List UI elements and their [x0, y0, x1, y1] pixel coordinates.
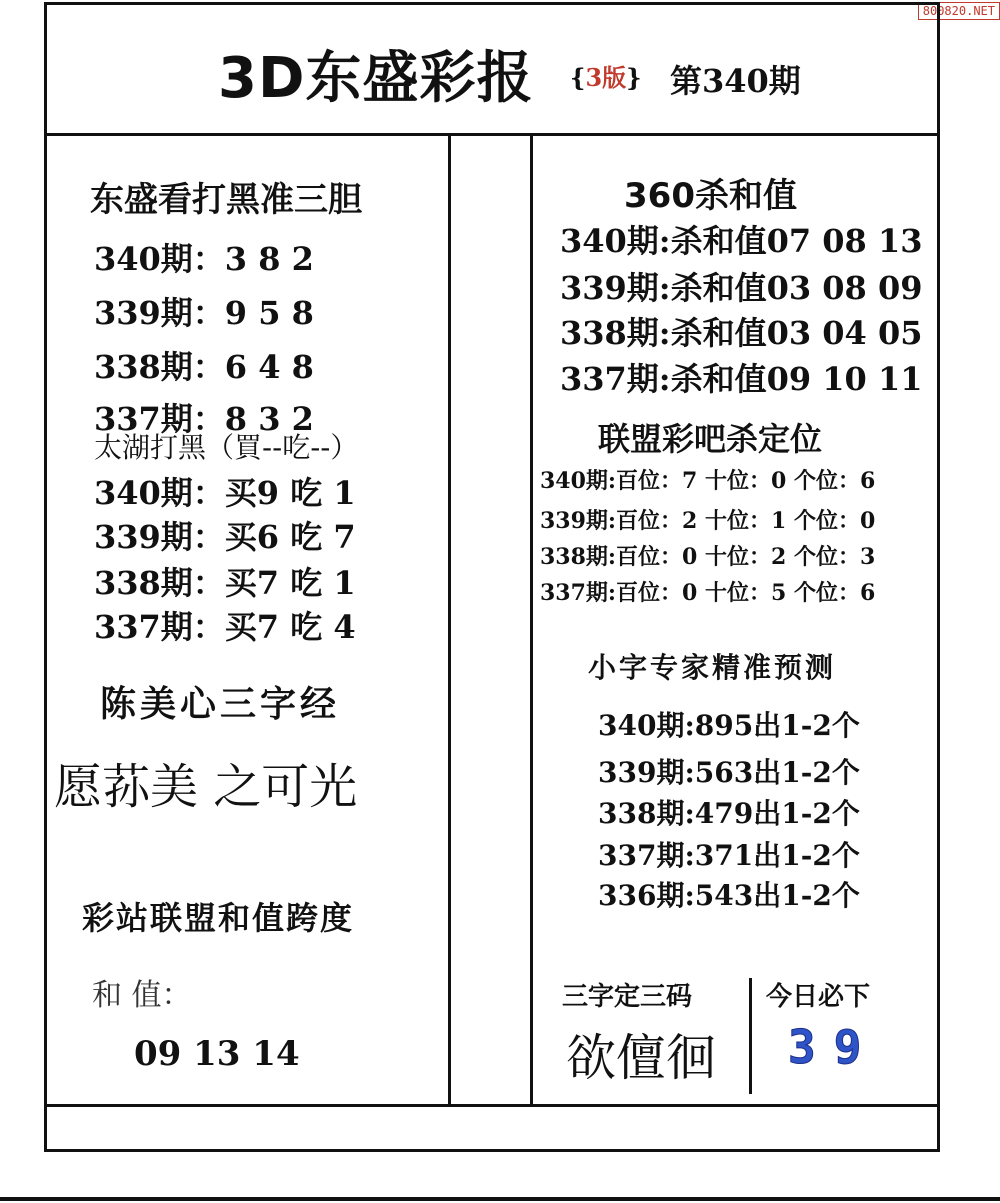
sanzi-title: 三字定三码 — [562, 982, 693, 1012]
column-divider-left — [448, 136, 451, 1104]
lianmeng-row: 337期:百位：0 十位：5 个位：6 — [540, 580, 876, 606]
lianmeng-row: 339期:百位：2 十位：1 个位：0 — [540, 508, 876, 534]
watermark: 800820.NET — [918, 2, 1000, 20]
taihu-title: 太湖打黑（買--吃--） — [94, 431, 359, 464]
edition-label — [570, 58, 642, 93]
taihu-row: 340期：买9 吃 1 — [94, 474, 356, 512]
edition-brace-left: { — [570, 63, 586, 92]
column-divider-right — [530, 136, 533, 1104]
today-numbers: 39 — [788, 1020, 880, 1074]
kill360-row: 338期:杀和值03 04 05 — [560, 314, 923, 352]
dongsheng-row: 338期：6 4 8 — [94, 348, 314, 386]
kill360-row: 340期:杀和值07 08 13 — [560, 222, 923, 260]
chen-verse: 愿荪美 之可光 — [54, 759, 358, 815]
lianmeng-row: 338期:百位：0 十位：2 个位：3 — [540, 544, 876, 570]
footer-divider — [44, 1104, 940, 1107]
lianmeng-title: 联盟彩吧杀定位 — [598, 420, 823, 458]
lianmeng-row: 340期:百位：7 十位：0 个位：6 — [540, 468, 876, 494]
edition-brace-right: } — [626, 63, 642, 92]
edition-number: 3版 — [585, 63, 627, 92]
page-title: 3D东盛彩报 — [218, 46, 534, 111]
sanzi-characters: 欲儃徊 — [566, 1029, 716, 1087]
today-title: 今日必下 — [766, 982, 871, 1012]
taihu-row: 339期：买6 吃 7 — [94, 518, 356, 556]
xiaozi-title: 小字专家精准预测 — [588, 651, 837, 684]
xiaozi-row: 340期:895出1-2个 — [598, 709, 860, 742]
page-bottom-rule — [0, 1197, 1000, 1201]
dongsheng-row: 340期：3 8 2 — [94, 240, 314, 278]
xiaozi-row: 339期:563出1-2个 — [598, 756, 860, 789]
chen-title: 陈美心三字经 — [100, 684, 341, 725]
dongsheng-row: 339期：9 5 8 — [94, 294, 314, 332]
dongsheng-row: 337期：8 3 2 — [94, 400, 314, 438]
kill360-row: 337期:杀和值09 10 11 — [560, 360, 923, 398]
header-divider — [44, 133, 940, 136]
bottom-right-divider — [749, 978, 752, 1094]
issue-number: 第340期 — [670, 62, 801, 100]
dongsheng-title: 东盛看打黑准三胆 — [90, 180, 362, 220]
xiaozi-row: 337期:371出1-2个 — [598, 839, 860, 872]
xiaozi-row: 336期:543出1-2个 — [598, 879, 860, 912]
sum-label: 和 值： — [92, 978, 192, 1013]
kill360-row: 339期:杀和值03 08 09 — [560, 269, 923, 307]
caizhan-title: 彩站联盟和值跨度 — [82, 899, 355, 937]
kill360-title: 360杀和值 — [624, 176, 797, 216]
taihu-row: 337期：买7 吃 4 — [94, 608, 356, 646]
taihu-row: 338期：买7 吃 1 — [94, 564, 356, 602]
xiaozi-row: 338期:479出1-2个 — [598, 797, 860, 830]
sum-values: 09 13 14 — [134, 1034, 300, 1074]
